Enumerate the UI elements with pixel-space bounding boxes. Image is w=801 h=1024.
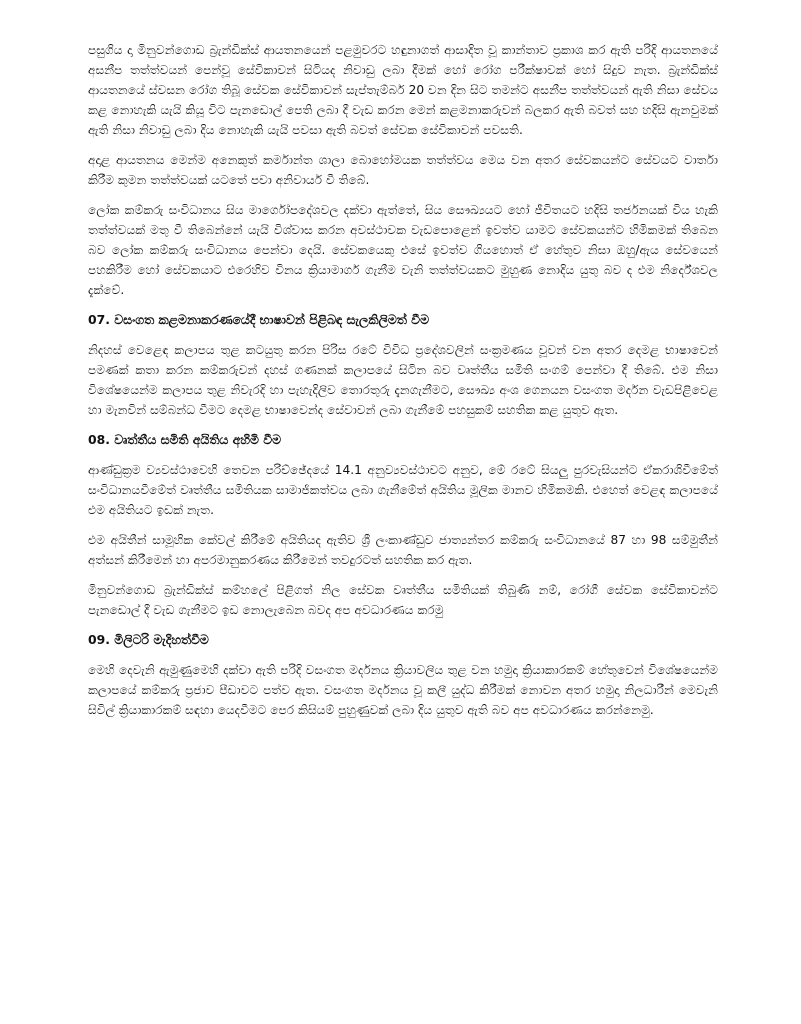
section-heading-09: 09. මිලිටරි මැදිහත්වීම xyxy=(88,632,209,647)
section-heading-07: 07. වසංගත කළමනාකරණයේදී භාෂාවන් පිළිබඳ සැලකිලිමත් වීම xyxy=(88,312,429,327)
paragraph-6: එම අයිතීන් සාමූහික කේවල් කිරීමේ අයිතියද ඇතිව ශ්‍රී ලංකාණ්ඩුව ජාත්‍යන්තර කම්කරු සංවිධානයේ 87 හා 98 සම්මුතීන් අත්සන් කිරීමෙන් හා අපරමානුකරණය කිරීමෙන් තවදුරටත් සහතික කර ඇත. xyxy=(88,533,718,567)
paragraph-8: මෙහි දෙවැනි ඇමුණුමෙහි දක්වා ඇති පරිදි වසංගත මර්දනය ක්‍රියාවලිය තුළ වන හමුදා ක්‍රියාකාරකම් හේතුවෙන් විශේෂයෙන්ම කලාපයේ කම්කරු ප්‍රජාව පීඩාවට පත්ව ඇත. වසංගත මර්දනය වූ කලී යුද්ධ කිරීමක් නොවන අතර හමුදා නිලධාරීන් මෙවැනි සිවිල් ක්‍රියාකාරකම් සඳහා යෙදවීමට පෙර කිසියම් පුහුණුවක් ලබා දිය යුතුව ඇති බව අප අවධාරණය කරන්නෙමු. xyxy=(88,663,718,717)
paragraph-4: නිදහස් වෙළෙඳ කලාපය තුළ කටයුතු කරන පිරිස රටේ විවිධ ප්‍රදේශවලින් සංක්‍රමණය වූවන් වන අතර දෙමළ භාෂාවෙන් පමණක් කතා කරන කම්කරුවන් දහස් ගණනක් කලාපයේ සිටින බව වෘත්තීය සමිති සංගම් පෙන්වා දී තිබේ. එම නිසා විශේෂයෙන්ම කලාපය තුළ නිවැරදි හා පැහැදිලිව තොරතුරු දැනගැනීමට, සෞඛ්‍ය අංශ ගෙනයන වසංගත මර්දන වැඩපිළිවෙළ හා මැනවින් සම්බන්ධ වීමට දෙමළ භාෂාවෙන්ද සේවාවන් ලබා ගැනීමේ පහසුකම් සහතික කළ යුතුව ඇත. xyxy=(88,343,718,417)
paragraph-2: අදාළ ආයතනය මෙන්ම අනෙකුත් කර්මාන්ත ශාලා බොහෝමයක තත්ත්වය මෙය වන අතර සේවකයන්ට සේවයට වාර්තා කිරීම කුමන තත්ත්වයක් යටතේ පවා අනිවාර්ය වී තිබේ. xyxy=(88,153,718,187)
paragraph-1: පසුගිය දා මිනුවන්ගොඩ බ්‍රැන්ඩික්ස් ආයතනයෙන් පළමුවරට හඳුනාගත් ආසාදිත වූ කාන්තාව ප්‍රකාශ කර ඇති පරිදි ආයතනයේ අසනීප තත්ත්වයන් පෙන්වූ සේවිකාවන් සිටියද නිවාඩු ලබා දීමක් හෝ රෝග පරීක්ෂාවක් හෝ සිදුව නැත. බ්‍රැන්ඩික්ස් ආයතනයේ ස්වසන රෝග තිබූ සේවක සේවිකාවන් සැප්තැම්බර් 20 වන දින සිට තමන්ට අසනීප තත්ත්වයන් ඇති නිසා සේවය කළ නොහැකි යැයි කියූ විට පැනඩොල් පෙති ලබා දී වැඩ කරන මෙන් කළමනාකරුවන් බලකර ඇති බවත් සහ හදිසි ඇනවුමක් ඇති නිසා නිවාඩු ලබා දිය නොහැකි යැයි පවසා ඇති බවත් සේවක සේවිකාවන් පවසති. xyxy=(88,43,719,137)
paragraph-3: ලෝක කම්කරු සංවිධානය සිය මාර්ගෝපදේශවල දක්වා ඇත්තේ, සිය සෞඛ්‍යයට හෝ ජීවිතයට හදිසි තර්ජනයක් විය හැකි තත්ත්වයක් මතු වී තිබෙන්නේ යැයි විශ්වාස කරන අවස්ථාවක වැඩපොළෙන් ඉවත්ව යාමට සේවකයන්ට හිමිකමක් තිබෙන බව ලෝක කම්කරු සංවිධානය පෙන්වා දෙයි. සේවකයෙකු එසේ ඉවත්ව ගියහොත් ඒ හේතුව නිසා ඔහු/ඇය සේවයෙන් පහකිරීම හෝ සේවකයාට එරෙහිව විනය ක්‍රියාමාර්ග ගැනීම වැනි තත්ත්වයකට මුහුණ නොදිය යුතු බව ද එම නිර්දේශවල දැක්වේ. xyxy=(88,203,718,297)
paragraph-7: මිනුවන්ගොඩ බ්‍රැන්ඩික්ස් කම්හලේ පිළිගත් නිල සේවක වෘත්තීය සමිතියක් තිබුණි නම්, රෝගී සේවක සේවිකාවන්ට පැනඩොල් දී වැඩ ගැනීමට ඉඩ නොලැබෙන බවද අප අවධාරණය කරමු xyxy=(88,583,718,617)
paragraph-5: ආණ්ඩුක්‍රම ව්‍යවස්ථාවෙහි තෙවන පරිච්ඡේදයේ 14.1 අනුව්‍යවස්ථාවට අනුව, මේ රටේ සියලු පුරවැසියන්ට ඒකරාශිවීමේත් සංවිධානයවීමේත් වෘත්තීය සමිතියක සාමාජිකත්වය ලබා ගැනීමේත් අයිතිය මූලික මානව හිමිකමකි. එහෙත් වෙළඳ කලාපයේ එම අයිතියට ඉඩක් නැත. xyxy=(88,463,718,517)
section-heading-08: 08. වෘත්තීය සමිති අයිතිය අහිමි වීම xyxy=(88,432,282,447)
document-page xyxy=(88,40,718,730)
